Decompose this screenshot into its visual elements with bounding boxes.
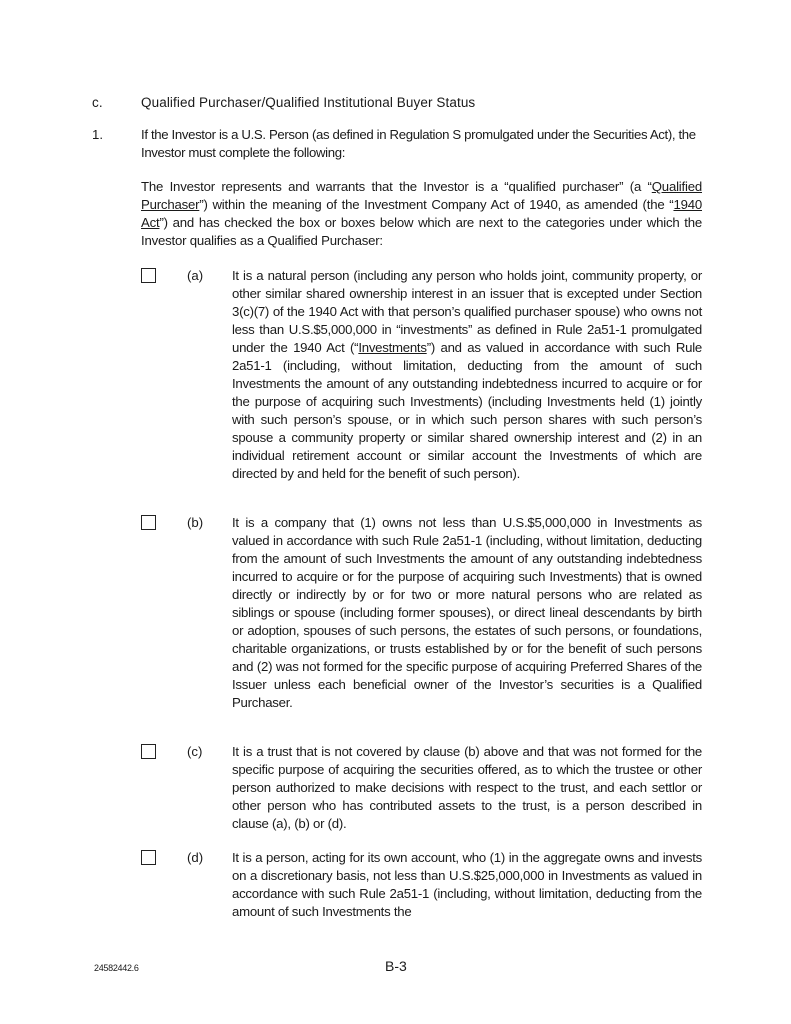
clause-b-letter: (b): [187, 515, 204, 530]
intro-paragraph: [141, 178, 702, 250]
clause-a-text: [232, 267, 702, 483]
clause-b: [141, 514, 702, 712]
footer-page-number: B-3: [385, 958, 407, 974]
section-label: c.: [92, 95, 103, 110]
item-1-text: If the Investor is a U.S. Person (as defined in Regulation S promulgated under the Securities Act), the Investor must complete the following:: [141, 127, 696, 160]
footer-document-id: 24582442.6: [94, 963, 139, 973]
clause-a-text-part2: ”) and as valued in accordance with such Rule 2a51-1 (including, without limitation, deducting from the amount of such Investments the amount of any outstanding indebtedness incurred to acquire or for the purpose of acquiring such Investments) (including Investments held (1) jointly with such person’s spouse, or in which such person shares with such person’s spouse a community property or similar shared ownership interest and (2) in an individual retirement account or similar account the Investments of which are directed by and held for the benefit of such person).: [232, 340, 702, 481]
clause-a-text-part1: It is a natural person (including any person who holds joint, community property, or other similar shared ownership interest in an issuer that is excepted under Section 3(c)(7) of the 1940 Act with that person’s qualified purchaser spouse) who owns not less than U.S.$5,000,000 in “investments” as defined in Rule 2a51-1 promulgated under the 1940 Act (“: [232, 268, 702, 355]
clause-c: [141, 743, 702, 833]
defined-term-investments: Investments: [358, 340, 427, 355]
defined-term-qualified-purchaser: Qualified Purchaser: [141, 179, 702, 212]
section-title: Qualified Purchaser/Qualified Institutional Buyer Status: [141, 95, 476, 110]
checkbox-clause-a[interactable]: [141, 268, 156, 283]
clause-b-text: It is a company that (1) owns not less than U.S.$5,000,000 in Investments as valued in accordance with such Rule 2a51-1 (including, without limitation, deducting from the amount of such Investments the amount of any outstanding indebtedness incurred to acquire or for the purpose of acquiring such Investments) that is owned directly or indirectly by or for two or more natural persons who are related as siblings or spouse (including former spouses), or direct lineal descendants by birth or adoption, spouses of such persons, the estates of such persons, or foundations, charitable organizations, or trusts established by or for the benefit of such persons and (2) was not formed for the specific purpose of acquiring Preferred Shares of the Issuer unless each beneficial owner of the Investor’s securities is a Qualified Purchaser.: [232, 515, 702, 710]
item-1-number: 1.: [92, 127, 103, 142]
clause-d-letter: (d): [187, 850, 204, 865]
item-1: [92, 126, 702, 162]
section-heading: [92, 94, 475, 112]
defined-term-1940-act: 1940 Act: [141, 197, 702, 230]
clause-d: [141, 849, 702, 921]
checkbox-clause-c[interactable]: [141, 744, 156, 759]
checkbox-clause-d[interactable]: [141, 850, 156, 865]
clause-a-letter: (a): [187, 268, 204, 283]
clause-d-text: It is a person, acting for its own account, who (1) in the aggregate owns and invests on a discretionary basis, not less than U.S.$25,000,000 in Investments as valued in accordance with such Rule 2a51-1 (including, without limitation, deducting from the amount of such Investments the: [232, 850, 702, 919]
intro-text-part1: The Investor represents and warrants that the Investor is a “qualified purchaser” (a “: [141, 179, 652, 194]
checkbox-clause-b[interactable]: [141, 515, 156, 530]
clause-c-letter: (c): [187, 744, 203, 759]
intro-text-part2: ”) within the meaning of the Investment Company Act of 1940, as amended (the “: [199, 197, 674, 212]
clause-a: [141, 267, 702, 483]
intro-text-part3: ”) and has checked the box or boxes below which are next to the categories under which the Investor qualifies as a Qualified Purchaser:: [141, 215, 702, 248]
clause-c-text: It is a trust that is not covered by clause (b) above and that was not formed for the specific purpose of acquiring the securities offered, as to which the trustee or other person authorized to make decisions with respect to the trust, and each settlor or other person who has contributed assets to the trust, is a person described in clause (a), (b) or (d).: [232, 744, 702, 831]
